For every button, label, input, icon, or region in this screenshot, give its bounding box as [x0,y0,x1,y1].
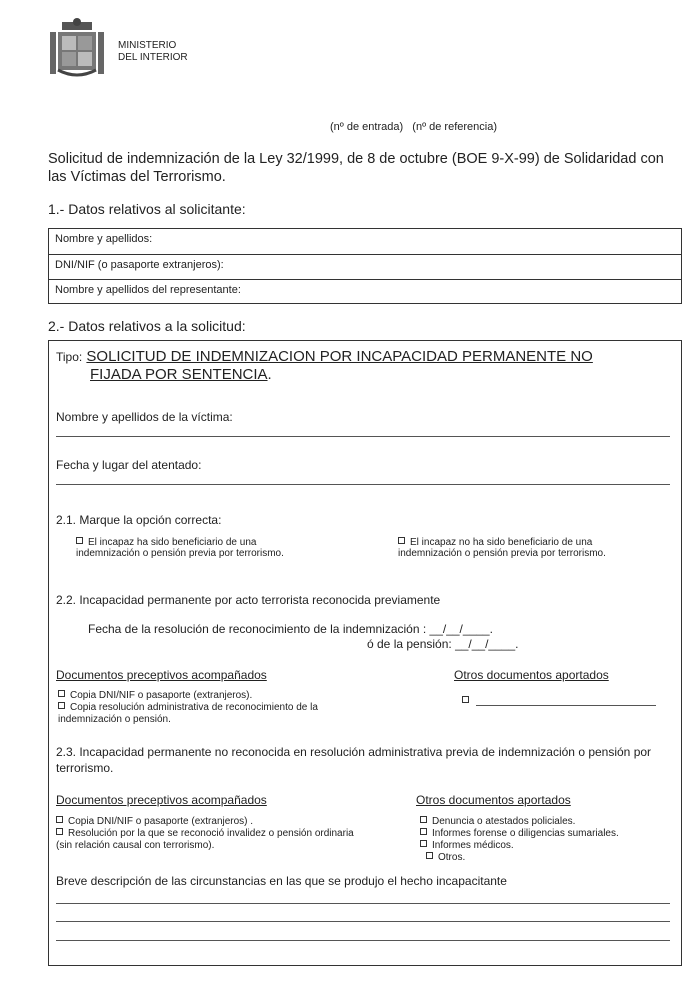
victim-label: Nombre y apellidos de la víctima: [56,410,233,424]
date-place-label: Fecha y lugar del atentado: [56,458,202,472]
s22-other-doc[interactable] [462,696,474,707]
checkbox-icon[interactable] [398,537,405,544]
checkbox-icon[interactable] [56,816,63,823]
representative-field[interactable]: Nombre y apellidos del representante: [49,279,681,303]
tipo-line: Tipo: SOLICITUD DE INDEMNIZACION POR INCAPACIDAD PERMANENTE NO FIJADA POR SENTENCIA. [56,348,593,383]
s23-other-docs-list [420,816,678,864]
s21-option-2[interactable] [398,537,654,559]
s22-doc-1[interactable]: Copia DNI/NIF o pasaporte (extranjeros). [58,690,378,702]
tipo-value-1: SOLICITUD DE INDEMNIZACION POR INCAPACIDAD PERMANENTE NO [86,348,593,365]
checkbox-icon[interactable] [420,816,427,823]
date-place-line[interactable] [56,484,670,485]
s23-doc-2[interactable]: Resolución por la que se reconoció invalidez o pensión ordinaria (sin relación causal con terrorismo). [56,828,354,851]
form-title: Solicitud de indemnización de la Ley 32/1999, de 8 de octubre (BOE 9-X-99) de Solidaridad con las Víctimas del Terrorismo. [48,151,664,185]
checkbox-icon[interactable] [420,828,427,835]
s23-other-doc-4[interactable]: Otros. [420,852,678,864]
entry-reference-labels: (nº de entrada) (nº de referencia) [330,121,498,133]
section2-heading: 2.- Datos relativos a la solicitud: [48,318,246,334]
checkbox-icon[interactable] [56,828,63,835]
s22-other-doc-line[interactable] [476,705,656,706]
victim-line[interactable] [56,436,670,437]
ministry-name [118,40,188,64]
s23-other-doc-3[interactable]: Informes médicos. [420,840,678,852]
section1-heading: 1.- Datos relativos al solicitante: [48,201,246,217]
description-label: Breve descripción de las circunstancias en las que se produjo el hecho incapacitante [56,874,507,888]
applicant-id-field[interactable]: DNI/NIF (o pasaporte extranjeros): [49,254,681,279]
s21-heading: 2.1. Marque la opción correcta: [56,513,222,527]
applicant-name-field[interactable]: Nombre y apellidos: [55,233,153,245]
s22-date-2[interactable]: ó de la pensión: __/__/____. [367,637,519,651]
checkbox-icon[interactable] [462,696,469,703]
checkbox-icon[interactable] [58,702,65,709]
s22-doc-2[interactable]: Copia resolución administrativa de reconocimiento de la indemnización o pensión. [58,702,318,725]
s21-option-1-text: El incapaz ha sido beneficiario de una indemnización o pensión previa por terrorismo. [76,537,284,559]
request-box [48,340,682,966]
checkbox-icon[interactable] [426,852,433,859]
ministry-line2: DEL INTERIOR [118,52,188,63]
tipo-label: Tipo: [56,350,83,364]
s21-option-2-text: El incapaz no ha sido beneficiario de una indemnización o pensión previa por terrorismo. [398,537,606,559]
s21-option-1[interactable] [76,537,306,559]
checkbox-icon[interactable] [58,690,65,697]
ministry-line1: MINISTERIO [118,40,177,51]
s22-heading: 2.2. Incapacidad permanente por acto terrorista reconocida previamente [56,593,441,607]
s23-other-doc-2[interactable]: Informes forense o diligencias sumariales. [420,828,678,840]
checkbox-icon[interactable] [76,537,83,544]
s23-docs-required-heading: Documentos preceptivos acompañados [56,793,267,807]
applicant-box [48,228,682,304]
s23-docs-other-heading: Otros documentos aportados [416,793,571,807]
s22-docs-required-heading: Documentos preceptivos acompañados [56,668,267,682]
s22-docs-list [58,690,378,726]
ministry-crest [48,16,106,80]
s23-other-doc-1[interactable]: Denuncia o atestados policiales. [420,816,678,828]
checkbox-icon[interactable] [420,840,427,847]
s22-date-1[interactable]: Fecha de la resolución de reconocimiento de la indemnización : __/__/____. [88,622,493,636]
description-line-2[interactable] [56,921,670,922]
description-line-3[interactable] [56,940,670,941]
s22-docs-other-heading: Otros documentos aportados [454,668,609,682]
s23-doc-1[interactable]: Copia DNI/NIF o pasaporte (extranjeros) . [56,816,366,828]
s23-docs-list [56,816,366,852]
tipo-value-2: FIJADA POR SENTENCIA [90,366,268,383]
description-line-1[interactable] [56,903,670,904]
s23-heading: 2.3. Incapacidad permanente no reconocida en resolución administrativa previa de indemnización o pensión por terrorismo. [56,745,652,775]
